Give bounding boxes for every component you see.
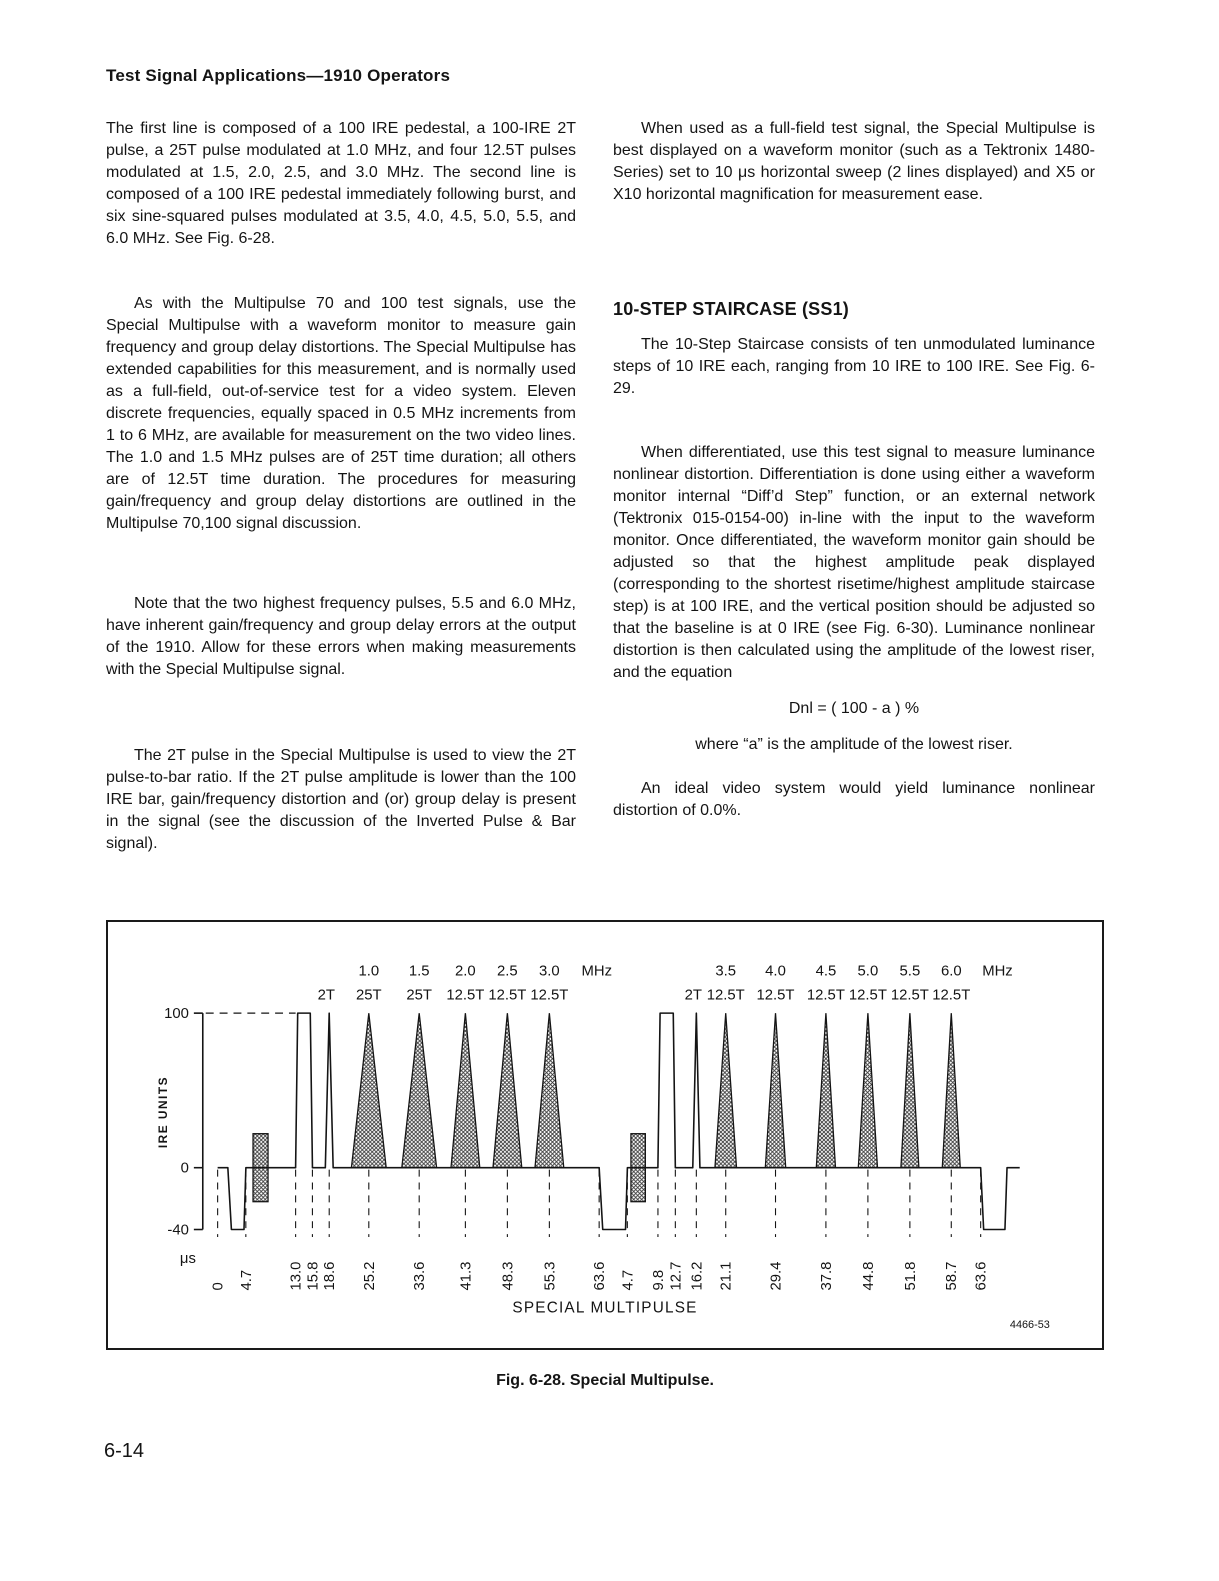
- svg-text:12.5T: 12.5T: [446, 987, 485, 1004]
- svg-text:100: 100: [164, 1006, 189, 1023]
- svg-text:0: 0: [180, 1160, 189, 1177]
- svg-text:1.0: 1.0: [358, 963, 380, 980]
- page-header: Test Signal Applications—1910 Operators: [106, 66, 451, 85]
- svg-text:2T: 2T: [317, 987, 335, 1004]
- svg-text:58.7: 58.7: [944, 1261, 961, 1291]
- svg-text:12.5T: 12.5T: [932, 987, 971, 1004]
- svg-text:12.5T: 12.5T: [756, 987, 795, 1004]
- svg-text:4.5: 4.5: [815, 963, 837, 980]
- svg-text:9.8: 9.8: [650, 1269, 667, 1291]
- svg-text:5.5: 5.5: [899, 963, 921, 980]
- svg-text:IRE UNITS: IRE UNITS: [156, 1076, 171, 1149]
- svg-text:1.5: 1.5: [408, 963, 430, 980]
- svg-text:4.0: 4.0: [765, 963, 786, 980]
- right-column: [613, 115, 1095, 822]
- svg-text:12.5T: 12.5T: [488, 987, 527, 1004]
- svg-text:MHz: MHz: [982, 963, 1013, 980]
- svg-text:4466-53: 4466-53: [1009, 1319, 1050, 1332]
- svg-text:12.5T: 12.5T: [706, 987, 745, 1004]
- paragraph: An ideal video system would yield luminance nonlinear distortion of 0.0%.: [613, 780, 1095, 819]
- svg-text:12.7: 12.7: [668, 1261, 685, 1291]
- svg-text:29.4: 29.4: [768, 1261, 785, 1291]
- svg-text:25T: 25T: [355, 987, 382, 1004]
- svg-text:44.8: 44.8: [860, 1261, 877, 1291]
- svg-text:33.6: 33.6: [412, 1261, 429, 1291]
- figure-caption: Fig. 6-28. Special Multipulse.: [496, 1372, 714, 1389]
- svg-text:MHz: MHz: [581, 963, 613, 980]
- svg-text:63.6: 63.6: [592, 1261, 609, 1291]
- equation-where-clause: where “a” is the amplitude of the lowest riser.: [695, 736, 1013, 753]
- svg-text:5.0: 5.0: [857, 963, 879, 980]
- svg-text:2T: 2T: [684, 987, 703, 1004]
- svg-text:25.2: 25.2: [361, 1261, 378, 1291]
- svg-text:16.2: 16.2: [689, 1261, 706, 1291]
- svg-text:3.5: 3.5: [715, 963, 737, 980]
- paragraph: As with the Multipulse 70 and 100 test signals, use the Special Multipulse with a waveform monitor to measure gain frequency and group delay distortions. The Special Multipulse has extended capabilities for this measurement, and is normally used as a full-field, out-of-service test for a video system. Eleven discrete frequencies, equally spaced in 0.5 MHz increments from 1 to 6 MHz, are available for measurement on the two video lines. The 1.0 and 1.5 MHz pulses are of 25T time duration; all others are of 12.5T time duration. The procedures for measuring gain/frequency and group delay distortions are outlined in the Multipulse 70,100 signal discussion.: [106, 295, 576, 532]
- section-heading: 10-STEP STAIRCASE (SS1): [613, 299, 849, 319]
- svg-text:18.6: 18.6: [322, 1261, 339, 1291]
- svg-text:12.5T: 12.5T: [848, 987, 887, 1004]
- paragraph: Note that the two highest frequency pulses, 5.5 and 6.0 MHz, have inherent gain/frequency and group delay errors at the output of the 1910. Allow for these errors when making measurements with the Special Multipulse signal.: [106, 595, 576, 678]
- svg-text:4.7: 4.7: [238, 1269, 255, 1291]
- svg-text:51.8: 51.8: [902, 1261, 919, 1291]
- paragraph: When differentiated, use this test signal to measure luminance nonlinear distortion. Differentiation is done using either a waveform monitor internal “Diff’d Step” function, or an external network (Tektronix 015-0154-00) in-line with the input to the waveform monitor. Once differentiated, the waveform monitor gain should be adjusted so that the highest amplitude peak displayed (corresponding to the shortest risetime/highest amplitude staircase step) is at 100 IRE, and the vertical position should be adjusted so that the baseline is at 0 IRE (see Fig. 6-30). Luminance nonlinear distortion is then calculated using the amplitude of the lowest riser, and the equation: [613, 444, 1095, 681]
- svg-text:25T: 25T: [406, 987, 432, 1004]
- svg-text:12.5T: 12.5T: [530, 987, 569, 1004]
- paragraph: The 2T pulse in the Special Multipulse is used to view the 2T pulse-to-bar ratio. If the 2T pulse amplitude is lower than the 100 IRE bar, gain/frequency distortion and (or) group delay is present in the signal (see the discussion of the Inverted Pulse & Bar signal).: [106, 747, 576, 852]
- svg-text:37.8: 37.8: [818, 1261, 835, 1291]
- figure-box: [106, 920, 1104, 1350]
- svg-text:55.3: 55.3: [542, 1261, 559, 1291]
- special-multipulse-chart: [108, 922, 1102, 1348]
- svg-text:2.0: 2.0: [455, 963, 476, 980]
- svg-text:SPECIAL MULTIPULSE: SPECIAL MULTIPULSE: [512, 1299, 698, 1317]
- svg-text:13.0: 13.0: [288, 1261, 305, 1291]
- paragraph: The first line is composed of a 100 IRE pedestal, a 100-IRE 2T pulse, a 25T pulse modulated at 1.0 MHz, and four 12.5T pulses modulated at 1.5, 2.0, 2.5, and 3.0 MHz. The second line is composed of a 100 IRE pedestal immediately following burst, and six sine-squared pulses modulated at 3.5, 4.0, 4.5, 5.0, 5.5, and 6.0 MHz. See Fig. 6-28.: [106, 120, 576, 247]
- svg-text:63.6: 63.6: [973, 1261, 990, 1291]
- paragraph: The 10-Step Staircase consists of ten unmodulated luminance steps of 10 IRE each, ranging from 10 IRE to 100 IRE. See Fig. 6-29.: [613, 336, 1095, 397]
- svg-text:6.0: 6.0: [940, 963, 962, 980]
- svg-text:48.3: 48.3: [500, 1261, 517, 1291]
- svg-text:12.5T: 12.5T: [890, 987, 929, 1004]
- equation: Dnl = ( 100 - a ) %: [788, 700, 920, 717]
- svg-text:2.5: 2.5: [497, 963, 518, 980]
- svg-text:-40: -40: [167, 1222, 189, 1239]
- svg-text:0: 0: [210, 1282, 227, 1291]
- svg-text:4.7: 4.7: [620, 1269, 637, 1291]
- svg-text:12.5T: 12.5T: [806, 987, 845, 1004]
- svg-text:21.1: 21.1: [718, 1261, 735, 1291]
- svg-text:41.3: 41.3: [458, 1261, 475, 1291]
- page-number: 6-14: [104, 1440, 145, 1462]
- paragraph: When used as a full-field test signal, the Special Multipulse is best displayed on a waveform monitor (such as a Tektronix 1480-Series) set to 10 μs horizontal sweep (2 lines displayed) and X5 or X10 horizontal magnification for measurement ease.: [613, 120, 1095, 203]
- svg-text:3.0: 3.0: [539, 963, 560, 980]
- svg-text:15.8: 15.8: [305, 1261, 322, 1291]
- left-column: [106, 115, 576, 855]
- svg-text:μs: μs: [179, 1250, 196, 1267]
